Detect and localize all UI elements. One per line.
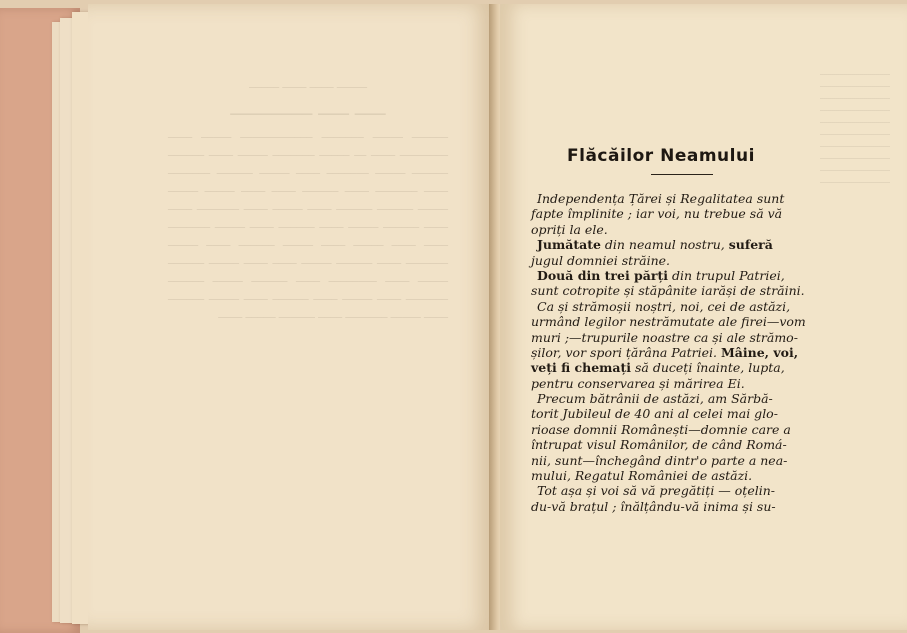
- text-line: [531, 483, 827, 498]
- italic-text-segment: nii, sunt—închegând dintr'o parte a nea-: [531, 452, 788, 468]
- text-line: [531, 391, 827, 406]
- text-line: [531, 206, 827, 221]
- bold-text-segment: Jumătate: [537, 237, 601, 253]
- text-line: [531, 191, 827, 206]
- italic-text-segment: du-vă brațul ; înălțându-vă inima și su-: [531, 498, 776, 514]
- italic-text-segment: să duceți înainte, lupta,: [631, 360, 785, 376]
- italic-text-segment: Independența Țărei și Regalitatea sunt: [537, 191, 785, 206]
- italic-text-segment: sunt cotropite și stăpânite iarăși de străini.: [531, 283, 805, 299]
- italic-text-segment: Tot așa și voi să vă pregătiți — oțelin-: [537, 483, 775, 499]
- bold-text-segment: Mâine, voi,: [720, 344, 799, 360]
- italic-text-segment: urmând legilor nestrămutate ale firei—vom: [531, 314, 806, 330]
- italic-text-segment: șilor, vor spori țărâna Patriei.: [531, 344, 721, 360]
- text-line: [531, 283, 827, 298]
- bold-text-segment: Două din trei părți: [537, 267, 669, 283]
- italic-text-segment: fapte împlinite ; iar voi, nu trebue să vă: [531, 206, 783, 222]
- text-line: [531, 268, 827, 283]
- show-through-text: ───── ──── ──── ───── ─── ─── ──────── ────── ───── ─────── ──────────── ───── ──── ──────── ──── ── ───── ─────── ───── ──── ────── ────── ───── ─────── ──── ───── ────── ─────── ──── ─────── ──── ────── ──── ──── ───── ───── ───── ────── ────── ──── ───── ──── ─────── ──── ──── ────── ───── ──── ────── ──── ───── ─────── ──── ──── ───── ──── ───── ────── ──── ───── ─────── ──── ────── ───── ──── ──── ───── ────── ───── ──── ──────── ──── ────── ───── ────── ─────── ──── ───── ──── ────── ──── ───── ────── ──── ───── ─────── ──── ────── ───── ────: [168, 83, 448, 324]
- bleed-through-marks: [820, 74, 890, 194]
- text-line: [531, 345, 827, 360]
- text-line: [531, 499, 827, 514]
- text-line: [531, 437, 827, 452]
- page-title: Flăcăilor Neamului: [567, 146, 755, 166]
- text-line: [531, 253, 827, 268]
- italic-text-segment: din neamul nostru,: [600, 237, 729, 253]
- text-line: [531, 222, 827, 237]
- italic-text-segment: rioase domnii Românești—domnie care a: [531, 421, 791, 437]
- italic-text-segment: pentru conservarea și mărirea Ei.: [531, 375, 745, 391]
- text-line: [531, 468, 827, 483]
- italic-text-segment: din trupul Patriei,: [668, 267, 785, 283]
- italic-text-segment: jugul domniei străine.: [531, 252, 671, 268]
- text-line: [531, 376, 827, 391]
- italic-text-segment: Ca și strămoșii noștri, noi, cei de astăzi,: [537, 298, 791, 314]
- body-text: [531, 191, 827, 514]
- italic-text-segment: Precum bătrânii de astăzi, am Sărbă-: [537, 391, 773, 407]
- text-line: [531, 422, 827, 437]
- text-line: [531, 299, 827, 314]
- italic-text-segment: opriți la ele.: [531, 221, 608, 237]
- text-line: [531, 406, 827, 421]
- bold-text-segment: veți fi chemați: [531, 360, 632, 376]
- title-rule: [651, 174, 713, 175]
- italic-text-segment: mului, Regatul României de astăzi.: [531, 468, 753, 484]
- text-line: [531, 360, 827, 375]
- italic-text-segment: întrupat visul Românilor, de când Romá-: [531, 437, 787, 453]
- italic-text-segment: muri ;—trupurile noastre ca și ale strămo-: [531, 329, 798, 345]
- text-line: [531, 237, 827, 252]
- text-line: [531, 453, 827, 468]
- italic-text-segment: torit Jubileul de 40 ani al celei mai glo-: [531, 406, 778, 422]
- text-line: [531, 314, 827, 329]
- bold-text-segment: suferă: [728, 237, 773, 253]
- text-line: [531, 330, 827, 345]
